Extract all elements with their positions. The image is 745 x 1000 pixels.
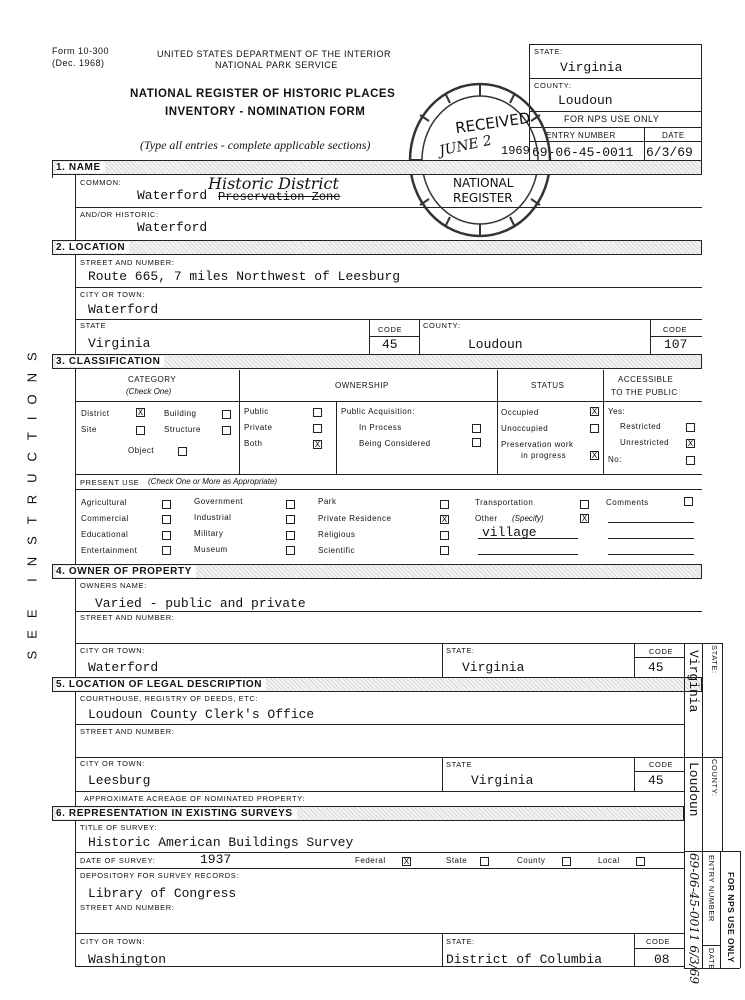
legal-state-value: Virginia — [471, 773, 534, 788]
owners-value: Varied - public and private — [95, 596, 306, 611]
margin-nps-use: FOR NPS USE ONLY — [726, 872, 736, 963]
top-county-value: Loudoun — [558, 93, 613, 108]
survey-code-label: CODE — [646, 937, 671, 946]
pu-industrial-checkbox[interactable] — [286, 515, 295, 524]
loc-county-label: COUNTY: — [423, 321, 461, 330]
legal-state-label: STATE — [446, 760, 473, 769]
st-unoccupied-checkbox[interactable] — [590, 424, 599, 433]
margin-state-value: Virginia — [686, 650, 701, 713]
owner-state-value: Virginia — [462, 660, 525, 675]
pu-scientific-checkbox[interactable] — [440, 546, 449, 555]
own-public-checkbox[interactable] — [313, 408, 322, 417]
owners-label: OWNERS NAME: — [80, 581, 147, 590]
acc-no-checkbox[interactable] — [686, 456, 695, 465]
survey-state-checkbox[interactable] — [480, 857, 489, 866]
category-sub: (Check One) — [126, 387, 172, 396]
form-number: Form 10-300 — [52, 46, 110, 56]
own-private-label: Private — [244, 423, 273, 432]
street-label: STREET AND NUMBER: — [80, 258, 175, 267]
acc-restricted-checkbox[interactable] — [686, 423, 695, 432]
survey-local-label: Local — [598, 856, 620, 865]
survey-date-label: DATE OF SURVEY: — [80, 856, 156, 865]
pu-government-checkbox[interactable] — [286, 500, 295, 509]
cat-building-label: Building — [164, 409, 197, 418]
margin-county-value: Loudoun — [686, 762, 701, 817]
survey-city-label: CITY OR TOWN: — [80, 937, 145, 946]
margin-entry-handwritten: 69-06-45-0011 6/3/69 — [687, 853, 701, 984]
pu-comments-label: Comments — [606, 498, 649, 507]
stamp-line2: REGISTER — [453, 191, 513, 205]
pu-private-res-label: Private Residence — [318, 514, 392, 523]
pu-commercial-label: Commercial — [81, 514, 129, 523]
courthouse-label: COURTHOUSE, REGISTRY OF DEEDS, ETC: — [80, 694, 259, 703]
st-preservation-label: Preservation work — [501, 440, 574, 449]
section-6-title: 6. REPRESENTATION IN EXISTING SURVEYS — [56, 808, 297, 819]
cat-object-label: Object — [128, 446, 155, 455]
pu-museum-label: Museum — [194, 545, 228, 554]
loc-state-label: STATE — [80, 321, 107, 330]
top-state-label: STATE: — [534, 47, 563, 56]
margin-entry-label: ENTRY NUMBER — [707, 855, 716, 922]
cat-district-label: District — [81, 409, 110, 418]
section-1-bar — [52, 160, 702, 175]
present-use-sub: (Check One or More as Appropriate) — [148, 477, 278, 486]
section-3-bar — [52, 354, 702, 369]
cat-district-checkbox[interactable]: X — [137, 408, 144, 417]
pu-private-res-checkbox[interactable]: X — [441, 515, 448, 524]
acq-label: Public Acquisition: — [341, 407, 415, 416]
pu-military-label: Military — [194, 529, 224, 538]
entry-number-value: 69-06-45-0011 — [532, 145, 634, 160]
survey-title-value: Historic American Buildings Survey — [88, 835, 354, 850]
margin-state-label: STATE: — [710, 645, 719, 674]
legal-city-label: CITY OR TOWN: — [80, 759, 145, 768]
top-state-value: Virginia — [560, 60, 623, 75]
cat-building-checkbox[interactable] — [222, 410, 231, 419]
survey-state-value: District of Columbia — [446, 952, 603, 967]
acc-no-label: No: — [608, 455, 622, 464]
cat-site-label: Site — [81, 425, 97, 434]
date-value: 6/3/69 — [646, 145, 693, 160]
pu-educational-label: Educational — [81, 530, 129, 539]
stamp-year: 1969 — [501, 144, 530, 158]
pu-agricultural-checkbox[interactable] — [162, 500, 171, 509]
service-name: NATIONAL PARK SERVICE — [215, 60, 338, 70]
street-value: Route 665, 7 miles Northwest of Leesburg — [88, 269, 401, 284]
acc-restricted-label: Restricted — [620, 422, 662, 431]
common-value: Waterford — [137, 188, 208, 203]
survey-state-label: State — [446, 856, 468, 865]
pu-comments-checkbox[interactable] — [684, 497, 693, 506]
accessible-header-1: ACCESSIBLE — [618, 375, 674, 384]
pu-park-checkbox[interactable] — [440, 500, 449, 509]
own-both-checkbox[interactable]: X — [314, 440, 321, 449]
pu-military-checkbox[interactable] — [286, 531, 295, 540]
acreage-label: APPROXIMATE ACREAGE OF NOMINATED PROPERTY: — [84, 794, 306, 803]
loc-state-code: 45 — [382, 337, 398, 352]
pu-religious-label: Religious — [318, 530, 356, 539]
nps-use-label: FOR NPS USE ONLY — [564, 114, 660, 124]
cat-structure-checkbox[interactable] — [222, 426, 231, 435]
form-date: (Dec. 1968) — [52, 58, 105, 68]
entry-number-label: ENTRY NUMBER — [546, 131, 616, 140]
loc-county-code-label: CODE — [663, 325, 688, 334]
historic-label: AND/OR HISTORIC: — [80, 210, 159, 219]
common-label: COMMON: — [80, 178, 122, 187]
margin-date-label: DATE — [707, 948, 716, 970]
owner-city-value: Waterford — [88, 660, 159, 675]
st-preservation-label-2: in progress — [521, 451, 567, 460]
pu-government-label: Government — [194, 497, 244, 506]
acc-unrestricted-checkbox[interactable]: X — [687, 439, 694, 448]
city-value: Waterford — [88, 302, 159, 317]
pu-transportation-checkbox[interactable] — [580, 500, 589, 509]
acc-yes-label: Yes: — [608, 407, 626, 416]
section-2-title: 2. LOCATION — [56, 242, 129, 253]
survey-code-value: 08 — [654, 952, 670, 967]
city-label: CITY OR TOWN: — [80, 290, 145, 299]
acq-considered-label: Being Considered — [359, 439, 431, 448]
agency-name: UNITED STATES DEPARTMENT OF THE INTERIOR — [157, 49, 392, 59]
form-title-line2: INVENTORY - NOMINATION FORM — [165, 106, 366, 118]
depository-label: DEPOSITORY FOR SURVEY RECORDS: — [80, 871, 240, 880]
loc-county-code: 107 — [664, 337, 688, 352]
common-handwritten: Historic District — [208, 174, 339, 193]
survey-federal-label: Federal — [355, 856, 386, 865]
status-header: STATUS — [531, 381, 565, 390]
own-private-checkbox[interactable] — [313, 424, 322, 433]
stamp-received: RECEIVED — [454, 108, 532, 138]
present-use-label: PRESENT USE — [80, 478, 140, 487]
survey-title-label: TITLE OF SURVEY: — [80, 823, 157, 832]
section-6-bar — [52, 806, 684, 821]
survey-street-label: STREET AND NUMBER: — [80, 903, 175, 912]
pu-entertainment-label: Entertainment — [81, 546, 138, 555]
top-county-label: COUNTY: — [534, 81, 572, 90]
st-preservation-checkbox[interactable]: X — [591, 451, 598, 460]
courthouse-value: Loudoun County Clerk's Office — [88, 707, 315, 722]
date-label: DATE — [662, 131, 685, 140]
section-4-title: 4. OWNER OF PROPERTY — [56, 566, 196, 577]
form-title-line1: NATIONAL REGISTER OF HISTORIC PLACES — [130, 88, 396, 100]
own-both-label: Both — [244, 439, 263, 448]
section-1-title: 1. NAME — [56, 162, 105, 173]
owner-state-label: STATE: — [446, 646, 475, 655]
pu-museum-checkbox[interactable] — [286, 546, 295, 555]
cat-structure-label: Structure — [164, 425, 201, 434]
cat-object-checkbox[interactable] — [178, 447, 187, 456]
survey-federal-checkbox[interactable]: X — [403, 857, 410, 866]
legal-street-label: STREET AND NUMBER: — [80, 727, 175, 736]
accessible-header-2: TO THE PUBLIC — [611, 388, 678, 397]
historic-value: Waterford — [137, 220, 208, 235]
pu-other-specify: (Specify) — [512, 514, 544, 523]
pu-other-value: village — [482, 525, 537, 540]
section-2-bar — [52, 240, 702, 255]
legal-code-label: CODE — [649, 760, 674, 769]
form-instruction: (Type all entries - complete applicable sections) — [140, 138, 371, 152]
pu-industrial-label: Industrial — [194, 513, 232, 522]
pu-other-checkbox[interactable]: X — [581, 514, 588, 523]
st-unoccupied-label: Unoccupied — [501, 424, 549, 433]
survey-county-label: County — [517, 856, 546, 865]
loc-state-value: Virginia — [88, 336, 151, 351]
pu-educational-checkbox[interactable] — [162, 531, 171, 540]
survey-date-value: 1937 — [200, 852, 232, 867]
common-struck: Preservation Zone — [218, 190, 341, 204]
own-public-label: Public — [244, 407, 269, 416]
survey-local-checkbox[interactable] — [636, 857, 645, 866]
pu-transportation-label: Transportation — [475, 498, 534, 507]
pu-commercial-checkbox[interactable] — [162, 515, 171, 524]
pu-religious-checkbox[interactable] — [440, 531, 449, 540]
acq-process-label: In Process — [359, 423, 402, 432]
pu-park-label: Park — [318, 497, 337, 506]
pu-entertainment-checkbox[interactable] — [162, 546, 171, 555]
section-4-bar — [52, 564, 702, 579]
legal-city-value: Leesburg — [88, 773, 151, 788]
survey-city-value: Washington — [88, 952, 167, 967]
stamp-line1: NATIONAL — [453, 176, 514, 190]
category-header: CATEGORY — [128, 375, 177, 384]
owner-city-label: CITY OR TOWN: — [80, 646, 145, 655]
depository-value: Library of Congress — [88, 886, 237, 901]
pu-scientific-label: Scientific — [318, 546, 356, 555]
survey-state-field-label: STATE: — [446, 937, 475, 946]
owner-street-label: STREET AND NUMBER: — [80, 613, 175, 622]
acq-process-checkbox[interactable] — [472, 424, 481, 433]
owner-code-value: 45 — [648, 660, 664, 675]
section-5-title: 5. LOCATION OF LEGAL DESCRIPTION — [56, 679, 266, 690]
see-instructions: SEE INSTRUCTIONS — [24, 340, 40, 660]
loc-county-value: Loudoun — [468, 337, 523, 352]
owner-code-label: CODE — [649, 647, 674, 656]
pu-other-label: Other — [475, 514, 498, 523]
survey-county-checkbox[interactable] — [562, 857, 571, 866]
ownership-header: OWNERSHIP — [335, 381, 389, 390]
legal-code-value: 45 — [648, 773, 664, 788]
acc-unrestricted-label: Unrestricted — [620, 438, 670, 447]
stamp-date: JUNE 2 — [437, 132, 494, 160]
st-occupied-label: Occupied — [501, 408, 539, 417]
st-occupied-checkbox[interactable]: X — [591, 407, 598, 416]
acq-considered-checkbox[interactable] — [472, 438, 481, 447]
section-3-title: 3. CLASSIFICATION — [56, 356, 164, 367]
margin-county-label: COUNTY: — [710, 759, 719, 797]
loc-code-label: CODE — [378, 325, 403, 334]
pu-agricultural-label: Agricultural — [81, 498, 128, 507]
cat-site-checkbox[interactable] — [136, 426, 145, 435]
section-5-bar — [52, 677, 702, 692]
